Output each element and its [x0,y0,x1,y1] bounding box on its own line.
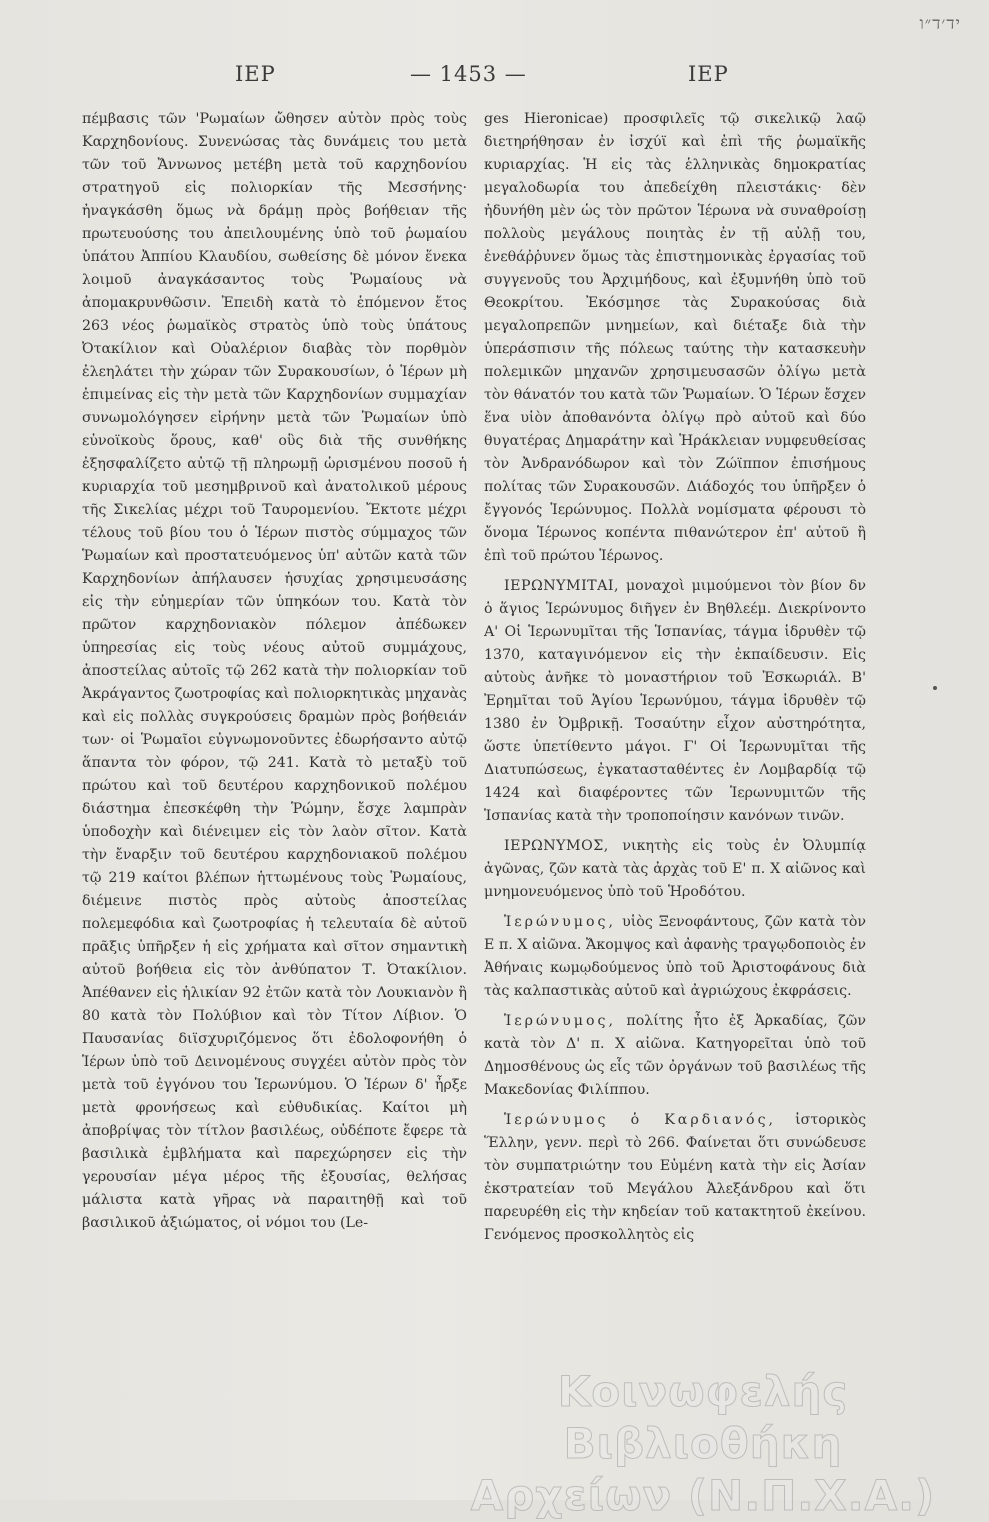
entry-text: ἱστορικὸς Ἕλλην, γενν. περὶ τὸ 266. Φαίνεται ὅτι συνώδευσε τὸν συμπατριώτην του Εὐμένη κατὰ τὴν εἰς Ἀσίαν ἐκστρατείαν τοῦ Μεγάλου Ἀλεξάνδρου καὶ ὅτι παρευρέθη εἰς τὴν κηδείαν τοῦ κατακτητοῦ ἐκείνου. Γενόμενος προσκολλητὸς εἰς [484,1112,867,1243]
ink-speck [933,686,937,690]
entry-text: υἱὸς Ξενοφάντους, ζῶν κατὰ τὸν Ε π. Χ αἰῶνα. Ἄκομψος καὶ ἀφανὴς τραγῳδοποιὸς ἐν Ἀθήναις κωμῳδούμενος ὑπὸ τοῦ Ἀριστοφάνους διὰ τὰς καλπαστικὰς αὐτοῦ καὶ ἀγριώχους ἐκφράσεις. [484,914,866,999]
page-number: — 1453 — [410,62,527,86]
corner-stamp: יד׳ד״ו [919,14,961,34]
entry-hieronymites [484,575,866,828]
entry-hieronymos-cardian [484,1109,866,1247]
library-watermark: Κοινωφελής Βιβλιοθήκη Αρχείων (Ν.Π.Χ.Α.) [470,1367,936,1520]
entry-hieronymos-arcadian [484,1010,866,1102]
paragraph: ges Hieronicae) προσφιλεῖς τῷ σικελικῷ λαῷ διετηρήθησαν ἐν ἰσχύϊ καὶ ἐπὶ τῆς ῥωμαϊκῆς κυριαρχίας. Ἡ εἰς τὰς ἑλληνικὰς δημοκρατίας μεγαλοδωρία του ἀπεδείχθη πλειστάκις· δὲν ἠδυνήθη μὲν ὡς τὸν πρῶτον Ἱέρωνα νὰ συναθροίσῃ πολλοὺς μεγάλους ποιητὰς ἐν τῇ αὐλῇ του, ἐνεθάῤῥυνεν ὅμως τὰς ἐπιστημονικὰς ἐργασίας τοῦ συγγενοῦς του Ἀρχιμήδους, καὶ ἐξυμνήθη ὑπὸ τοῦ Θεοκρίτου. Ἐκόσμησε τὰς Συρακούσας διὰ μεγαλοπρεπῶν μνημείων, καὶ διέταξε διὰ τὴν ὑπεράσπισιν τῆς πόλεως ταύτης τὴν κατασκευὴν πολεμικῶν μηχανῶν χρησιμευσασῶν ὀλίγω μετὰ τὸν θάνατόν του κατὰ τῶν Ῥωμαίων. Ὁ Ἱέρων ἔσχεν ἕνα υἱὸν ἀποθανόντα ὀλίγῳ πρὸ αὐτοῦ καὶ δύο θυγατέρας Δημαράτην καὶ Ἡράκλειαν νυμφευθείσας τὸν Ἀνδρανόδωρον καὶ τὸν Ζώϊππον ἐπισήμους πολίτας τῶν Συρακουσῶν. Διάδοχός του ὑπῆρξεν ὁ ἔγγονός Ἱερώνυμος. Πολλὰ νομίσματα φέρουσι τὸ ὄνομα Ἱέρωνος κοπέντα πιθανώτερον ἐπ' αὐτοῦ ἢ ἐπὶ τοῦ πρώτου Ἱέρωνος. [484,111,866,564]
entry-hieronymos-olympic [484,835,866,904]
entry-text: μοναχοὶ μιμούμενοι τὸν βίον δν ὁ ἅγιος Ἱερώνυμος διῆγεν ἐν Βηθλεέμ. Διεκρίνοντο Α' Οἱ Ἱερωνυμῖται τῆς Ἱσπανίας, τάγμα ἱδρυθὲν τῷ 1370, καταγινόμενον εἰς τὴν ἐκπαίδευσιν. Εἰς αὐτοὺς ἀνῆκε τὸ μοναστήριον τοῦ Ἐσκωριάλ. Β' Ἐρημῖται τοῦ Ἁγίου Ἱερωνύμου, τάγμα ἱδρυθὲν τῷ 1380 ἐν Ὀμβρικῇ. Τοσαύτην εἶχον αὐστηρότητα, ὥστε ὑπετίθεντο μάγοι. Γ' Οἱ Ἱερωνυμῖται τῆς Διατυπώσεως, ἐγκατασταθέντες ἐν Λομβαρδίᾳ τῷ 1424 καὶ διαφέροντες τῶν Ἱερωνυμιτῶν τῆς Ἱσπανίας κατὰ τὴν τροποποίησιν κανόνων τινῶν. [484,578,866,824]
entry-heading: Ἱερώνυμος ὁ Καρδιανός, [504,1112,777,1128]
page-header [0,62,989,92]
entry-heading: Ἱερώνυμος, [504,914,616,930]
left-column [82,108,467,1235]
header-right-term: ΙΕΡ [688,62,729,86]
entry-heading: Ἱερώνυμος, [504,1013,616,1029]
entry-text: νικητὴς εἰς τοὺς ἐν Ὀλυμπίᾳ ἀγῶνας, ζῶν κατὰ τὰς ἀρχὰς τοῦ Ε' π. Χ αἰῶνος καὶ μνημονευόμενος ὑπὸ τοῦ Ἡροδότου. [484,838,866,900]
right-column [484,108,866,1247]
header-left-term: ΙΕΡ [235,62,276,86]
paragraph: πέμβασις τῶν 'Ρωμαίων ὤθησεν αὐτὸν πρὸς τοὺς Καρχηδονίους. Συνενώσας τὰς δυνάμεις του μετὰ τῶν τοῦ Ἄννωνος μετέβη μετὰ τοῦ καρχηδονίου στρατηγοῦ εἰς πολιορκίαν τῆς Μεσσήνης· ἠναγκάσθη ὅμως νὰ δράμῃ πρὸς βοήθειαν τῆς πρωτευούσης του ἀπειλουμένης ὑπὸ τοῦ ῥωμαίου ὑπάτου Ἀππίου Κλαυδίου, σωθείσης δὲ μόνον ἕνεκα λοιμοῦ ἀναγκάσαντος τοὺς Ῥωμαίους νὰ ἀπομακρυνθῶσιν. Ἐπειδὴ κατὰ τὸ ἑπόμενον ἔτος 263 νέος ῥωμαϊκὸς στρατὸς ὑπὸ τοὺς ὑπάτους Ὀτακίλιον καὶ Οὐαλέριον διαβὰς τὸν πορθμὸν ἐλεηλάτει τὴν χώραν τῶν Συρακουσίων, ὁ Ἱέρων μὴ ἐπιμείνας εἰς τὴν μετὰ τῶν Καρχηδονίων συμμαχίαν συνωμολόγησεν εἰρήνην μετὰ τῶν Ῥωμαίων ὑπὸ εὐνοϊκοὺς ὅρους, καθ' οὓς διὰ τῆς συνθήκης ἐξησφαλίζετο αὐτῷ τῇ πληρωμῇ ὡρισμένου ποσοῦ ἡ κυριαρχία τοῦ μεσημβρινοῦ καὶ ἀνατολικοῦ μέρους τῆς Σικελίας μέχρι τοῦ Ταυρομενίου. Ἔκτοτε μέχρι τέλους τοῦ βίου του ὁ Ἱέρων πιστὸς σύμμαχος τῶν Ῥωμαίων καὶ προστατευόμενος ὑπ' αὐτῶν κατὰ τῶν Καρχηδονίων ἀπήλαυσεν ἡσυχίας χρησιμευσάσης εἰς τὴν εὐημερίαν τῶν ὑπηκόων του. Κατὰ τὸν πρῶτον καρχηδονιακὸν πόλεμον ἀπέδωκεν ὑπηρεσίας εἰς τοὺς νέους αὐτοῦ συμμάχους, ἀποστείλας αὐτοῖς τῷ 262 κατὰ τὴν πολιορκίαν τοῦ Ἀκράγαντος ζωοτροφίας καὶ πολιορκητικὰς μηχανὰς καὶ εἰς πολλὰς συγκρούσεις δραμὼν πρὸς βοήθειάν των· οἱ Ῥωμαῖοι εὐγνωμονοῦντες ἐδωρήσαντο αὐτῷ ἅπαντα τὸν φόρον, τῷ 241. Κατὰ τὸ μεταξὺ τοῦ πρώτου καὶ τοῦ δευτέρου καρχηδονικοῦ πολέμου διάστημα ἐπεσκέφθη τὴν Ῥώμην, ἔσχε λαμπρὰν ὑποδοχὴν καὶ διένειμεν εἰς τὸν λαὸν σῖτον. Κατὰ τὴν ἔναρξιν τοῦ δευτέρου καρχηδονιακοῦ πολέμου τῷ 219 καίτοι βλέπων ἡττωμένους τοὺς Ῥωμαίους, διέμεινε πιστὸς πρὸς αὐτοὺς ἀποστείλας πολεμεφόδια καὶ ζωοτροφίας ἡ τελευταία δὲ αὐτοῦ πρᾶξις ὑπῆρξεν ἡ εἰς χρήματα καὶ σῖτον σημαντικὴ αὐτοῦ βοήθεια εἰς τὸν ἀνθύπατον Τ. Ὀτακίλιον. Ἀπέθανεν εἰς ἡλικίαν 92 ἐτῶν κατὰ τὸν Λουκιανὸν ἢ 80 κατὰ τὸν Πολύβιον καὶ τὸν Τίτον Λίβιον. Ὁ Παυσανίας διϊσχυριζόμενος ὅτι ἐδολοφονήθη ὁ Ἱέρων ὑπὸ τοῦ Δεινομένους συγχέει αὐτὸν πρὸς τὸν μετὰ τοῦ ἐγγόνου του Ἱερωνύμου. Ὁ Ἱέρων δ' ἦρξε μετὰ φρονήσεως καὶ εὐθυδικίας. Καίτοι μὴ ἀποβρίψας τὸν τίτλον βασιλέως, οὐδέποτε ἔφερε τὰ βασιλικὰ ἐμβλήματα καὶ παρεχώρησεν εἰς τὴν γερουσίαν μέγα μέρος τῆς ἐξουσίας, θελήσας μάλιστα κατὰ γῆρας νὰ παραιτηθῇ καὶ τοῦ βασιλικοῦ ἀξιώματος, οἱ νόμοι του (Le- [82,111,467,1231]
entry-hieronymos-tragedian [484,911,866,1003]
entry-heading: ΙΕΡΩΝΥΜΙΤΑΙ, [504,578,620,594]
entry-text: πολίτης ἦτο ἐξ Ἀρκαδίας, ζῶν κατὰ τὸν Δ' π. Χ αἰῶνα. Κατηγορεῖται ὑπὸ τοῦ Δημοσθένους ὡς εἷς τῶν ὀργάνων τοῦ βασιλέως τῆς Μακεδονίας Φιλίππου. [484,1013,866,1098]
entry-heading: ΙΕΡΩΝΥΜΟΣ, [504,838,609,854]
